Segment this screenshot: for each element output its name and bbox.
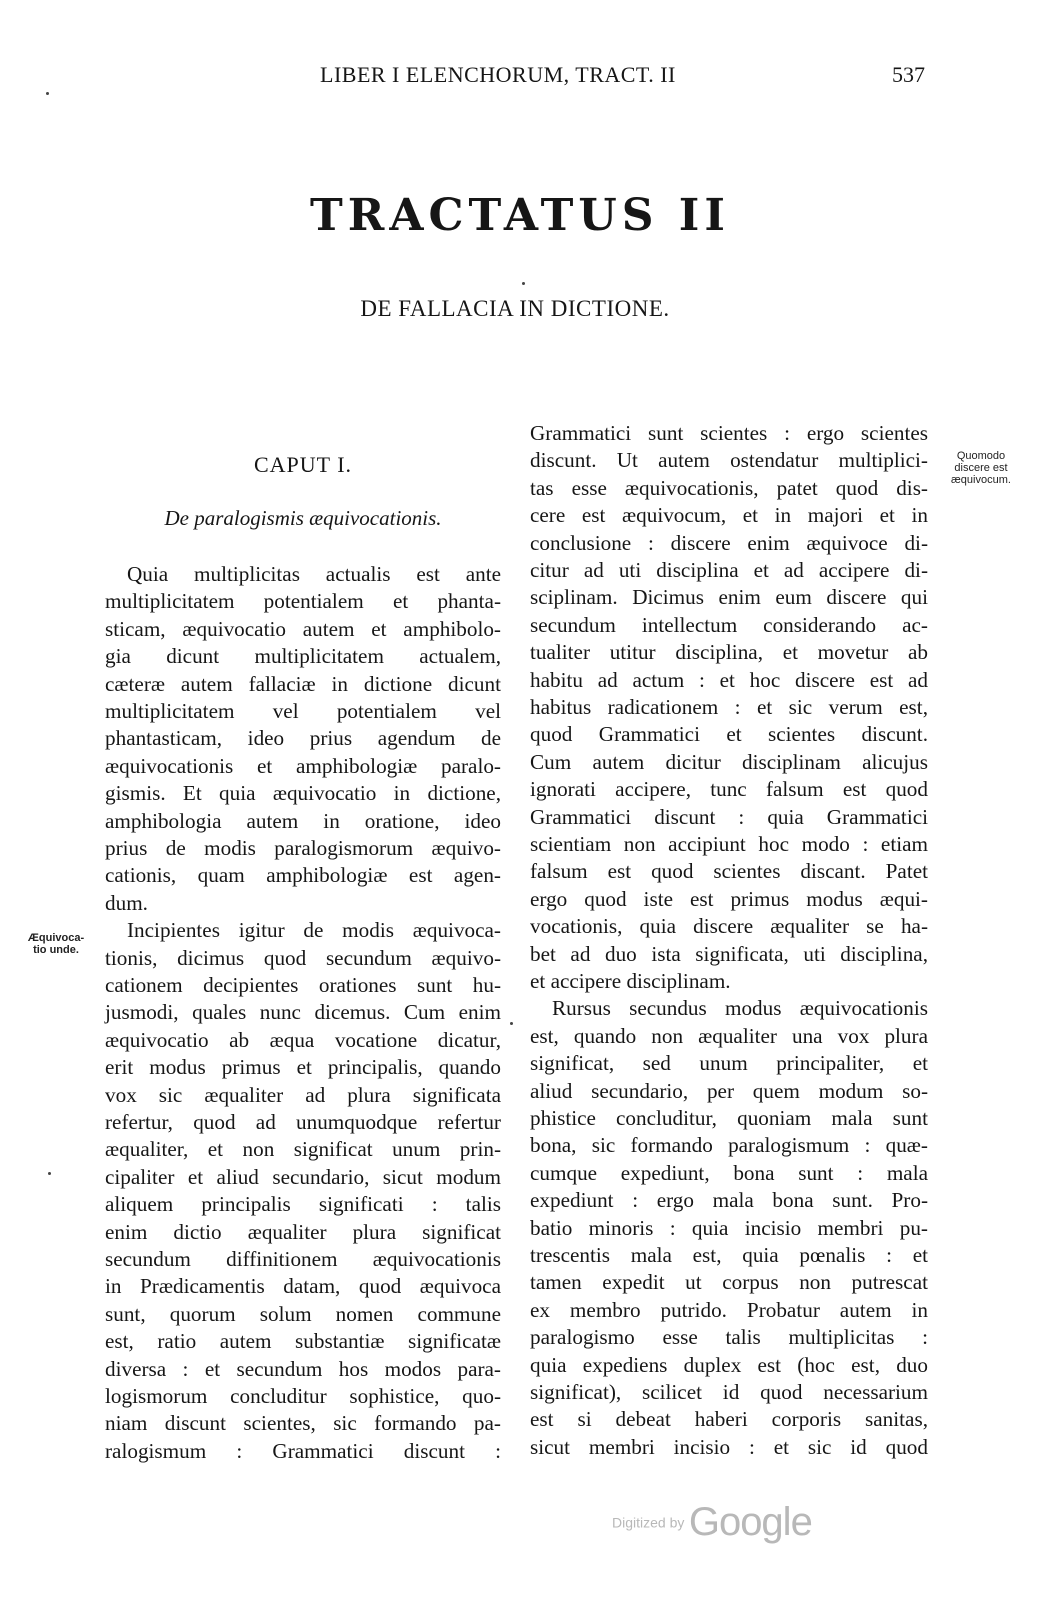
- text-line: ex membro putrido. Probatur autem in: [530, 1297, 928, 1322]
- text-line: significat), scilicet id quod necessarium: [530, 1380, 928, 1404]
- text-line: quod Grammatici et scientes discunt.: [530, 722, 928, 747]
- text-line: cumque expediunt, bona sunt : mala: [530, 1160, 928, 1185]
- text-line: Cum autem dicitur disciplinam alicujus: [530, 749, 928, 774]
- text-line: significat, sed unum principaliter, et: [530, 1051, 928, 1076]
- text-line: Quia multiplicitas actualis est ante: [127, 562, 501, 586]
- margin-note-left: Æquivoca- tio unde.: [27, 932, 85, 956]
- watermark-prefix: Digitized by: [612, 1514, 685, 1531]
- text-line: cere est æquivocum, et in majori et in: [530, 503, 928, 528]
- text-line: secundum diffinitionem æquivocationis: [105, 1247, 501, 1271]
- text-line: æqualiter, et non significat unum prin-: [105, 1137, 501, 1162]
- text-line: et accipere disciplinam.: [530, 969, 731, 993]
- text-line: citur ad uti disciplina et ad accipere di-: [530, 558, 928, 582]
- text-line: tas esse æquivocationis, patet quod dis-: [530, 475, 928, 500]
- text-line: aliquem principalis significati : talis: [105, 1192, 501, 1217]
- text-line: phantasticam, ideo prius agendum de: [105, 726, 501, 751]
- text-line: cationis, quam amphibologiæ est agen-: [105, 863, 501, 888]
- chapter-subheading: De paralogismis æquivocationis.: [164, 506, 442, 530]
- text-line: Grammatici discunt : quia Grammatici: [530, 804, 928, 829]
- text-line: sciplinam. Dicimus enim eum discere qui: [530, 585, 928, 610]
- text-line: est si debeat haberi corporis sanitas,: [530, 1407, 928, 1432]
- page-speck: [48, 1172, 51, 1175]
- text-line: phistice concluditur, quoniam mala sunt: [530, 1106, 928, 1130]
- text-line: gia dicunt multiplicitatem actualem,: [105, 644, 501, 669]
- text-line: tamen expedit ut corpus non putrescat: [530, 1270, 928, 1295]
- text-line: quia expediens duplex est (hoc est, duo: [530, 1352, 928, 1377]
- running-head: LIBER I ELENCHORUM, TRACT. II: [320, 62, 676, 87]
- text-line: bet ad duo ista significata, uti disciplina,: [530, 941, 928, 966]
- page-speck: [510, 1022, 513, 1025]
- text-line: aliud secundario, per quem modum so-: [530, 1078, 928, 1103]
- text-line: æquivocatio ab æqua vocatione dicatur,: [105, 1027, 501, 1052]
- text-line: tionis, dicimus quod secundum æquivo-: [105, 945, 501, 970]
- text-line: Rursus secundus modus æquivocationis: [552, 996, 928, 1021]
- text-line: cationem decipientes orationes sunt hu-: [105, 973, 501, 997]
- text-line: jusmodi, quales nunc dicemus. Cum enim: [105, 1000, 501, 1025]
- text-line: falsum est quod scientes discant. Patet: [530, 859, 928, 884]
- page-number: 537: [892, 62, 925, 87]
- text-line: batio minoris : quia incisio membri pu-: [530, 1215, 928, 1240]
- text-line: Grammatici sunt scientes : ergo scientes: [530, 421, 928, 445]
- text-line: discunt. Ut autem ostendatur multiplici-: [530, 448, 928, 473]
- text-line: est, ratio autem substantiæ significatæ: [105, 1329, 501, 1354]
- text-line: vocationis, quia discere æqualiter se ha-: [530, 914, 928, 939]
- text-line: expediunt : ergo mala bona sunt. Pro-: [530, 1188, 928, 1213]
- text-line: ergo quod iste est primus modus æqui-: [530, 886, 928, 911]
- text-line: sticam, æquivocatio autem et amphibolo-: [105, 616, 501, 641]
- text-line: vox sic æqualiter ad plura significata: [105, 1082, 501, 1107]
- text-line: erit modus primus et principalis, quando: [105, 1055, 501, 1080]
- margin-note-right: Quomodo discere est æquivocum.: [951, 450, 1011, 486]
- text-line: trescentis mala est, quia pœnalis : et: [530, 1243, 928, 1267]
- text-line: secundum intellectum considerando ac-: [530, 612, 928, 637]
- text-line: amphibologia autem in oratione, ideo: [105, 808, 501, 833]
- text-line: in Prædicamentis datam, quod æquivoca: [105, 1274, 501, 1299]
- text-line: tualiter utitur disciplina, et movetur ab: [530, 640, 928, 665]
- text-line: niam discunt scientes, sic formando pa-: [105, 1411, 501, 1436]
- text-line: ralogismum : Grammatici discunt :: [105, 1438, 501, 1463]
- text-line: est, quando non æqualiter una vox plura: [530, 1023, 928, 1048]
- text-line: ignorati accipere, tunc falsum est quod: [530, 777, 928, 802]
- text-line: bona, sic formando paralogismum : quæ-: [530, 1133, 928, 1158]
- page-speck: [522, 282, 525, 285]
- text-line: æquivocationis et amphibologiæ paralo-: [105, 753, 501, 778]
- text-line: habitu ad actum : et hoc discere est ad: [530, 667, 928, 692]
- text-line: prius de modis paralogismorum æquivo-: [105, 836, 501, 860]
- text-line: Incipientes igitur de modis æquivoca-: [127, 918, 501, 943]
- text-line: sicut membri incisio : et sic id quod: [530, 1434, 928, 1459]
- text-line: conclusione : discere enim æquivoce di-: [530, 530, 928, 555]
- text-line: multiplicitatem vel potentialem vel: [105, 699, 501, 723]
- text-line: logismorum concluditur sophistice, quo-: [105, 1384, 501, 1408]
- text-line: multiplicitatem potentialem et phanta-: [105, 589, 501, 614]
- text-line: cæteræ autem fallaciæ in dictione dicunt: [105, 671, 501, 696]
- text-line: dum.: [105, 890, 148, 915]
- page-speck: [46, 92, 49, 95]
- tract-title: TRACTATUS II: [310, 190, 730, 241]
- text-line: paralogismo esse talis multiplicitas :: [530, 1325, 928, 1350]
- tract-subtitle: DE FALLACIA IN DICTIONE.: [360, 296, 670, 321]
- text-line: sunt, quorum solum nomen commune: [105, 1301, 501, 1326]
- text-line: diversa : et secundum hos modos para-: [105, 1356, 501, 1381]
- google-logo: Google: [688, 1500, 812, 1544]
- text-line: enim dictio æqualiter plura significat: [105, 1219, 501, 1244]
- text-line: cipaliter et aliud secundario, sicut modum: [105, 1164, 501, 1189]
- text-line: refertur, quod ad unumquodque refertur: [105, 1110, 501, 1134]
- digitized-watermark: [612, 1500, 812, 1545]
- text-line: habitus radicationem : et sic verum est,: [530, 695, 928, 719]
- text-line: scientiam non accipiunt hoc modo : etiam: [530, 832, 928, 856]
- chapter-heading: CAPUT I.: [253, 452, 353, 477]
- text-line: gismis. Et quia æquivocatio in dictione,: [105, 781, 501, 806]
